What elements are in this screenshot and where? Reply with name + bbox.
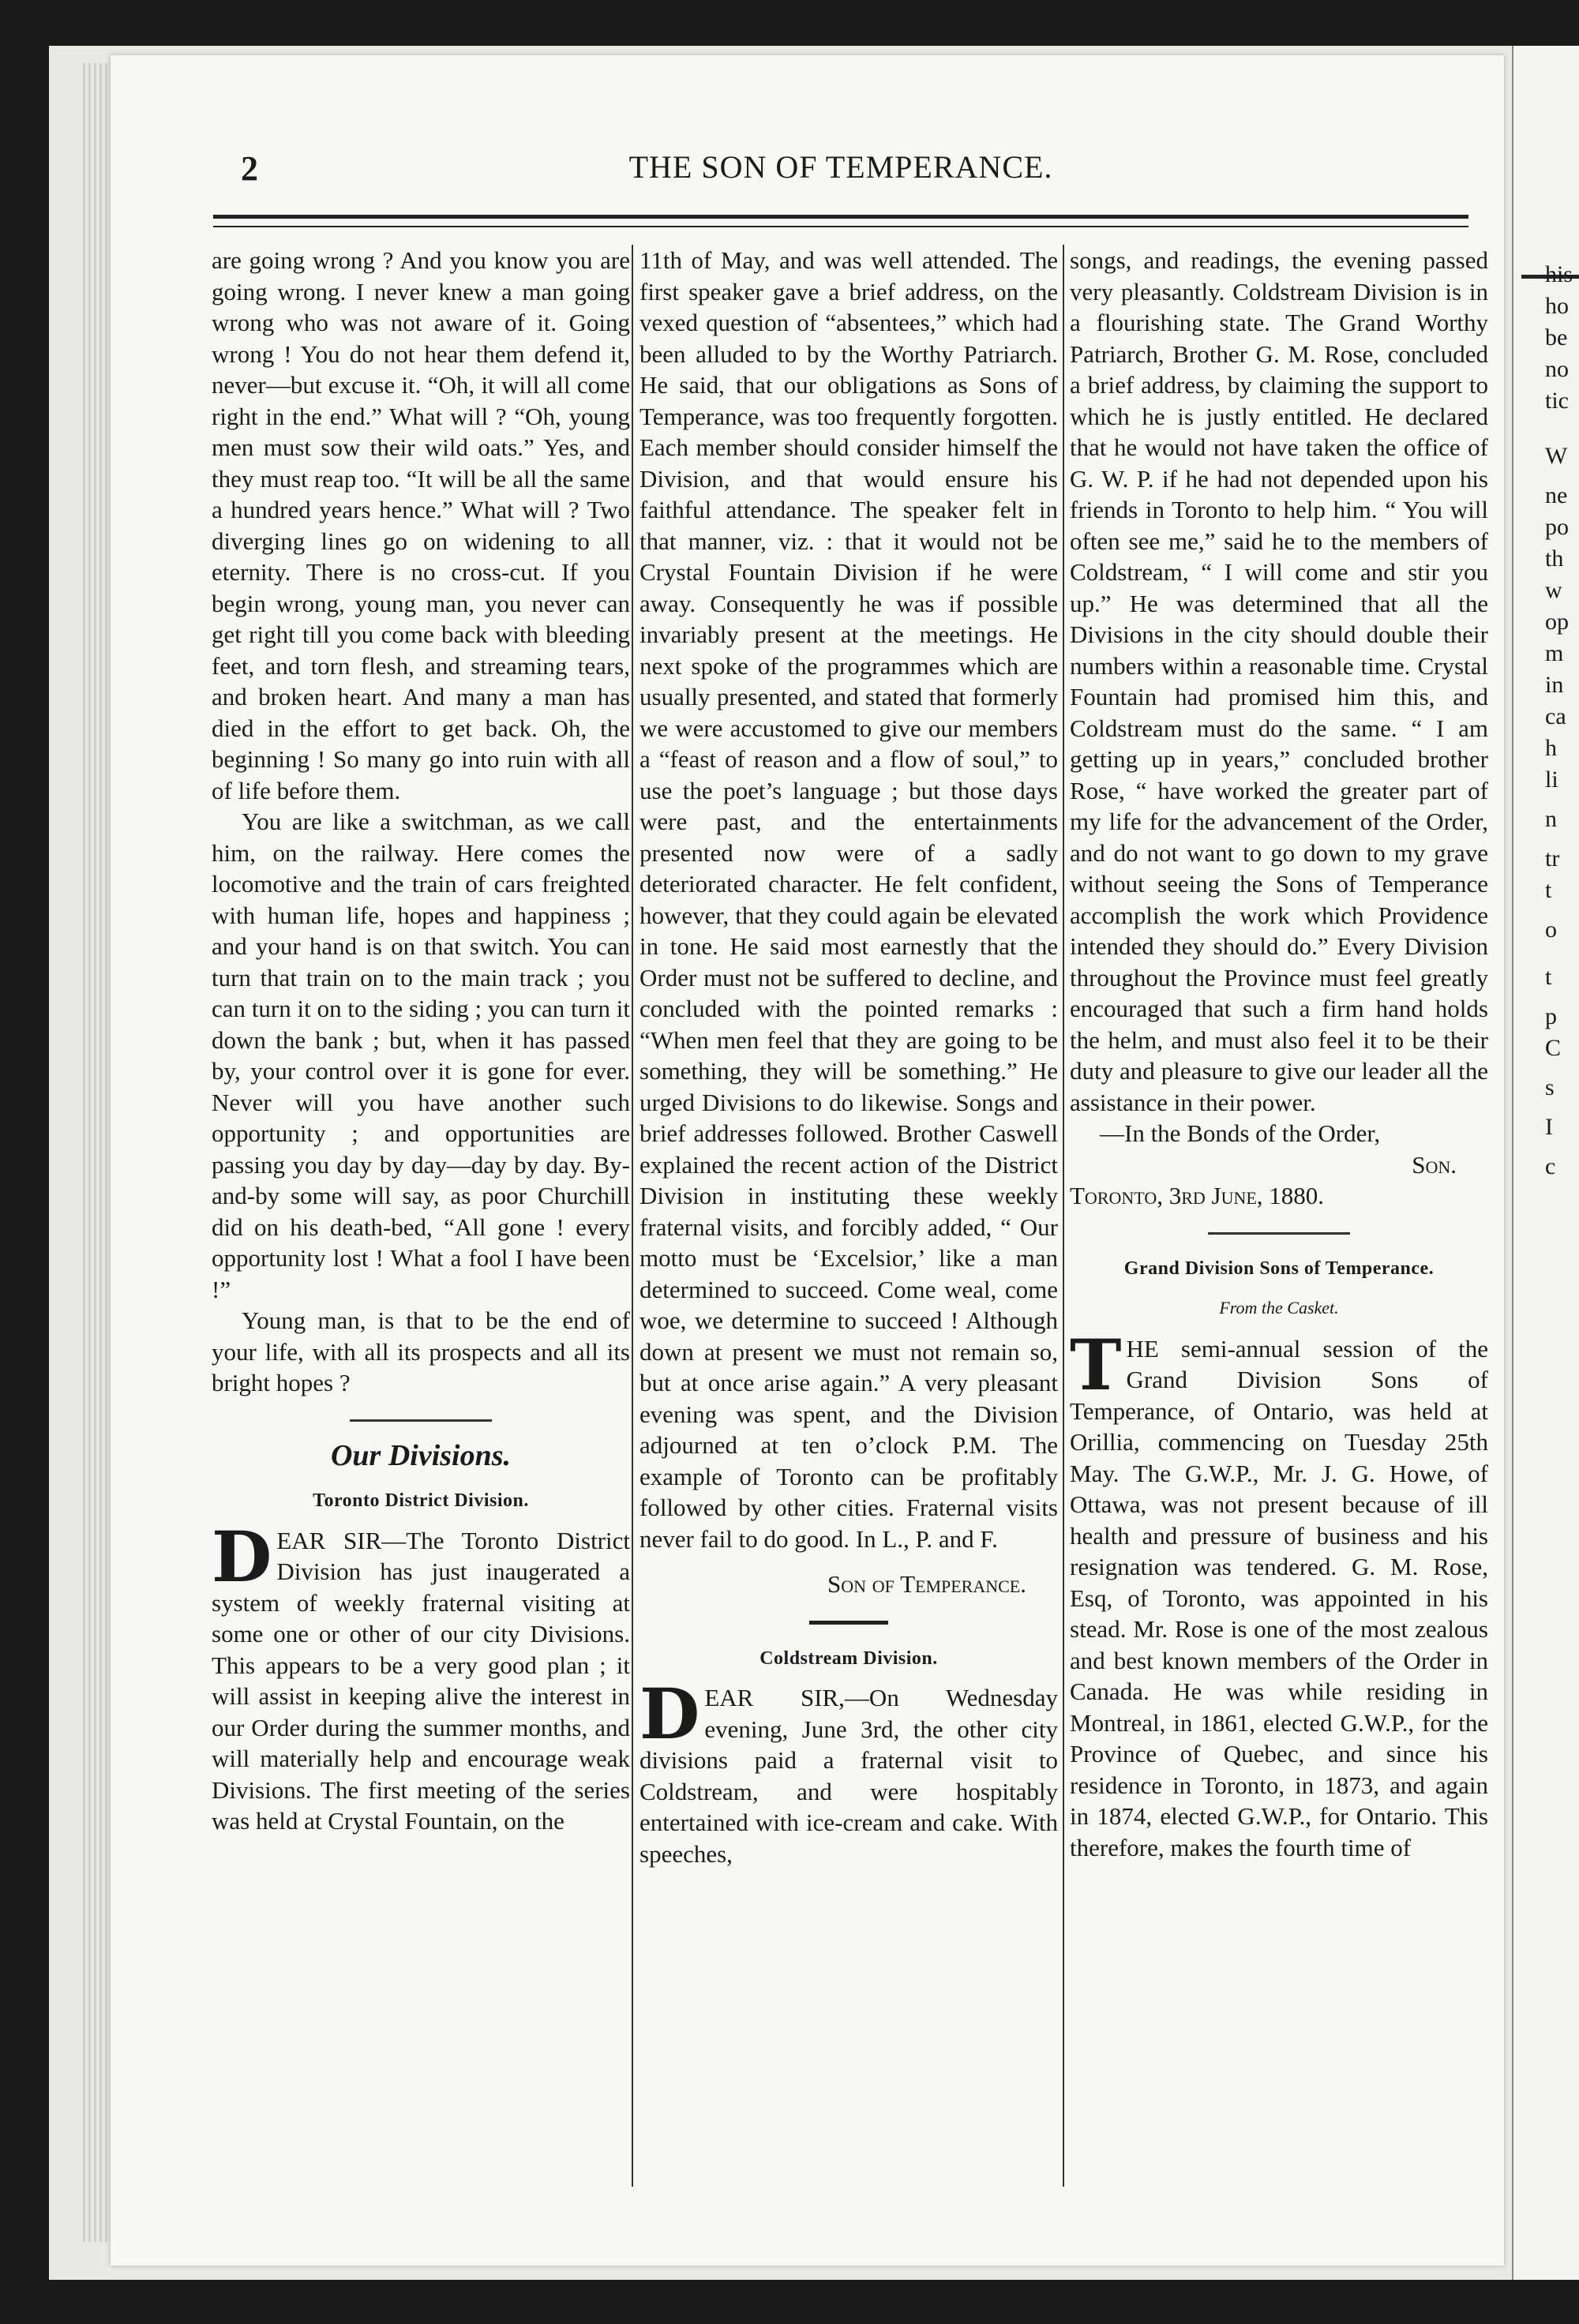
article-subheading: Grand Division Sons of Temperance. — [1123, 1258, 1435, 1279]
adjacent-page-text: li — [1545, 767, 1558, 793]
column-2 — [639, 245, 1058, 1869]
article-paragraph — [1070, 1323, 1488, 1864]
adjacent-page-text: t — [1545, 964, 1552, 990]
letter-paragraph — [639, 1673, 1058, 1869]
paragraph: are going wrong ? And you know you are going wrong. I never knew a man going wrong who was not aware of it. Going wrong ! You do not hear them defend it, never—but excuse it. “Oh, it will all come right in the end.” What will ? “Oh, young men must sow their wild oats.” Yes, and they must reap too. “It will be all the same a hundred years hence.” What will ? Two diverging lines go on widening to all eternity. There is no cross-cut. If you begin wrong, young man, you never can get right till you come back with bleeding feet, and torn flesh, and streaming tears, and broken heart. And many a man has died in the effort to get back. Oh, the beginning ! So many go into ruin with all of life before them. — [212, 246, 630, 804]
signature: Son of Temperance. — [827, 1570, 1026, 1598]
adjacent-page-text: ne — [1545, 482, 1568, 508]
header-rule — [213, 215, 1468, 227]
paragraph: You are like a switchman, as we call him, on the railway. Here comes the locomotive and the train of cars freighted with human life, hopes and happiness ; and your hand is on that switch. You can turn that train on to the main track ; you can turn it on to the siding ; you can turn it down the bank ; but, when it has passed by, your control over it is gone for ever. Never will you have another such opportunity ; and opportunities are passing you day by day—day by day. By-and-by some will say, as poor Churchill did on his death-bed, “All gone ! every opportunity lost ! What a fool I have been !” — [212, 808, 630, 1303]
adjacent-page-text: o — [1545, 916, 1557, 943]
page-number: 2 — [241, 149, 258, 188]
letter-paragraph — [212, 1515, 630, 1837]
drop-cap: T — [1070, 1323, 1122, 1406]
adjacent-page-text: ca — [1545, 703, 1566, 729]
article-subheading: Coldstream Division. — [759, 1647, 938, 1669]
adjacent-page-text: s — [1545, 1074, 1555, 1100]
adjacent-page-text: c — [1545, 1153, 1556, 1179]
adjacent-page-text: I — [1545, 1114, 1553, 1140]
letter-text: EAR SIR,—On Wednesday evening, June 3rd, the other city divisions paid a fraternal visit to Coldstream, and were hospitably entertained with ice-cream and cake. With speeches, — [639, 1684, 1058, 1868]
column-divider — [632, 245, 633, 2187]
adjacent-page-text: no — [1545, 356, 1569, 382]
drop-cap: D — [212, 1515, 272, 1598]
adjacent-page-text: tic — [1545, 388, 1569, 414]
section-separator — [1208, 1232, 1350, 1235]
paragraph: 11th of May, and was well attended. The first speaker gave a brief address, on the vexed question of “absentees,” which had been alluded to by the Worthy Patriarch. He said, that our obligations as Sons of Temperance, was too frequently forgotten. Each member should consider himself the Division, and that would ensure his faithful attendance. The speaker felt in that manner, viz. : that it would not be Crystal Fountain Division if he were away. Consequently he was if possible invariably present at the meetings. He next spoke of the programmes which are usually presented, and stated that formerly we were accustomed to give our members a “feast of reason and a flow of soul,” to use the poet’s language ; but those days were past, and the entertainments presented now were of a sadly deteriorated character. He felt confident, however, that they could again be elevated in tone. He said most earnestly that the Order must not be suffered to decline, and concluded with the pointed remarks : “When men feel that they are going to be something, they will be something.” He urged Divisions to do likewise. Songs and brief addresses followed. Brother Caswell explained the recent action of the District Division in instituting these weekly fraternal visits, and forcibly added, “ Our motto must be ‘Excelsior,’ like a man determined to succeed. Come weal, come woe, we determine to succeed ! Although down at present we must not remain so, but at once arise again.” A very pleasant evening was spent, and the Division adjourned at ten o’clock P.M. The example of Toronto can be profitably followed by other cities. Fraternal visits never fail to do good. In L., P. and F. — [639, 246, 1058, 1553]
adjacent-page-text: his — [1545, 261, 1573, 287]
adjacent-page-text: W — [1545, 443, 1568, 469]
adjacent-page-text: w — [1545, 577, 1562, 603]
article-text: HE semi-annual session of the Grand Division Sons of Temperance, of Ontario, was held at Orillia, commencing on Tuesday 25th May. The G.W.P., Mr. J. G. Howe, of Ottawa, was not present because of ill health and pressure of business and his resignation was tendered. G. M. Rose, Esq, of Toronto, was appointed in his stead. Mr. Rose is one of the most zealous and best known members of the Order in Canada. He was while residing in Montreal, in 1861, elected G.W.P., for the Province of Quebec, and since his residence in Toronto, in 1873, and again in 1874, elected G.W.P., for Ontario. This therefore, makes the fourth time of — [1070, 1334, 1488, 1861]
adjacent-page-fragment — [1512, 46, 1579, 2280]
dateline: Toronto, 3rd June, 1880. — [1070, 1182, 1325, 1209]
section-separator — [809, 1621, 888, 1625]
adjacent-page-text: ho — [1545, 293, 1569, 319]
paragraph: songs, and readings, the evening passed very pleasantly. Coldstream Division is in a flourishing state. The Grand Worthy Patriarch, Brother G. M. Rose, concluded a brief address, by claiming the support to which he is justly entitled. He declared that he would not have taken the office of G. W. P. if he had not depended upon his friends in Toronto to help him. “ You will often see me,” said he to the members of Coldstream, “ I will come and stir you up.” He was determined that all the Divisions in the city should double their numbers within a reasonable time. Crystal Fountain had promised him this, and Coldstream must do the same. “ I am getting up in years,” concluded brother Rose, “ have worked the greater part of my life for the advancement of the Order, and do not want to go down to my grave without seeing the Sons of Temperance accomplish the work which Providence intended they should do.” Every Division throughout the Province must feel greatly encouraged that such a firm hand holds the helm, and must also feel it to be their duty and pleasure to give our leader all the assistance in their power. — [1070, 246, 1488, 1116]
adjacent-page-text: tr — [1545, 845, 1560, 872]
adjacent-page-text: in — [1545, 672, 1564, 698]
column-1 — [212, 245, 630, 1837]
drop-cap: D — [639, 1673, 700, 1755]
adjacent-page-text: be — [1545, 324, 1568, 350]
adjacent-page-text: n — [1545, 806, 1557, 832]
paragraph: Young man, is that to be the end of your life, with all its prospects and all its bright hopes ? — [212, 1306, 630, 1396]
closing-line: —In the Bonds of the Order, — [1100, 1119, 1381, 1147]
column-divider — [1063, 245, 1064, 2187]
section-separator — [350, 1419, 492, 1422]
article-subheading: Toronto District Division. — [313, 1490, 529, 1511]
letter-text: EAR SIR—The Toronto District Division has just inaugerated a system of weekly fraternal visiting at some one or other of our city Divisions. This appears to be a very good plan ; it will assist in keeping alive the interest in our Order during the summer months, and will materially help and encourage weak Divisions. The first meeting of the series was held at Crystal Fountain, on the — [212, 1526, 630, 1835]
column-3 — [1070, 245, 1488, 1863]
page-stack-edge — [83, 63, 114, 2242]
section-heading: Our Divisions. — [330, 1438, 512, 1472]
newspaper-title: THE SON OF TEMPERANCE. — [628, 149, 1053, 185]
adjacent-page-text: p — [1545, 1003, 1557, 1029]
adjacent-page-text: t — [1545, 877, 1552, 903]
adjacent-page-text: th — [1545, 545, 1564, 572]
page-header — [241, 142, 1441, 189]
article-source: From the Casket. — [1219, 1298, 1339, 1318]
adjacent-page-text: m — [1545, 640, 1564, 666]
adjacent-page-text: op — [1545, 609, 1569, 635]
adjacent-page-text: C — [1545, 1035, 1562, 1061]
signature: Son. — [1412, 1150, 1457, 1179]
adjacent-page-text: po — [1545, 514, 1569, 540]
adjacent-page-text: h — [1545, 735, 1557, 761]
